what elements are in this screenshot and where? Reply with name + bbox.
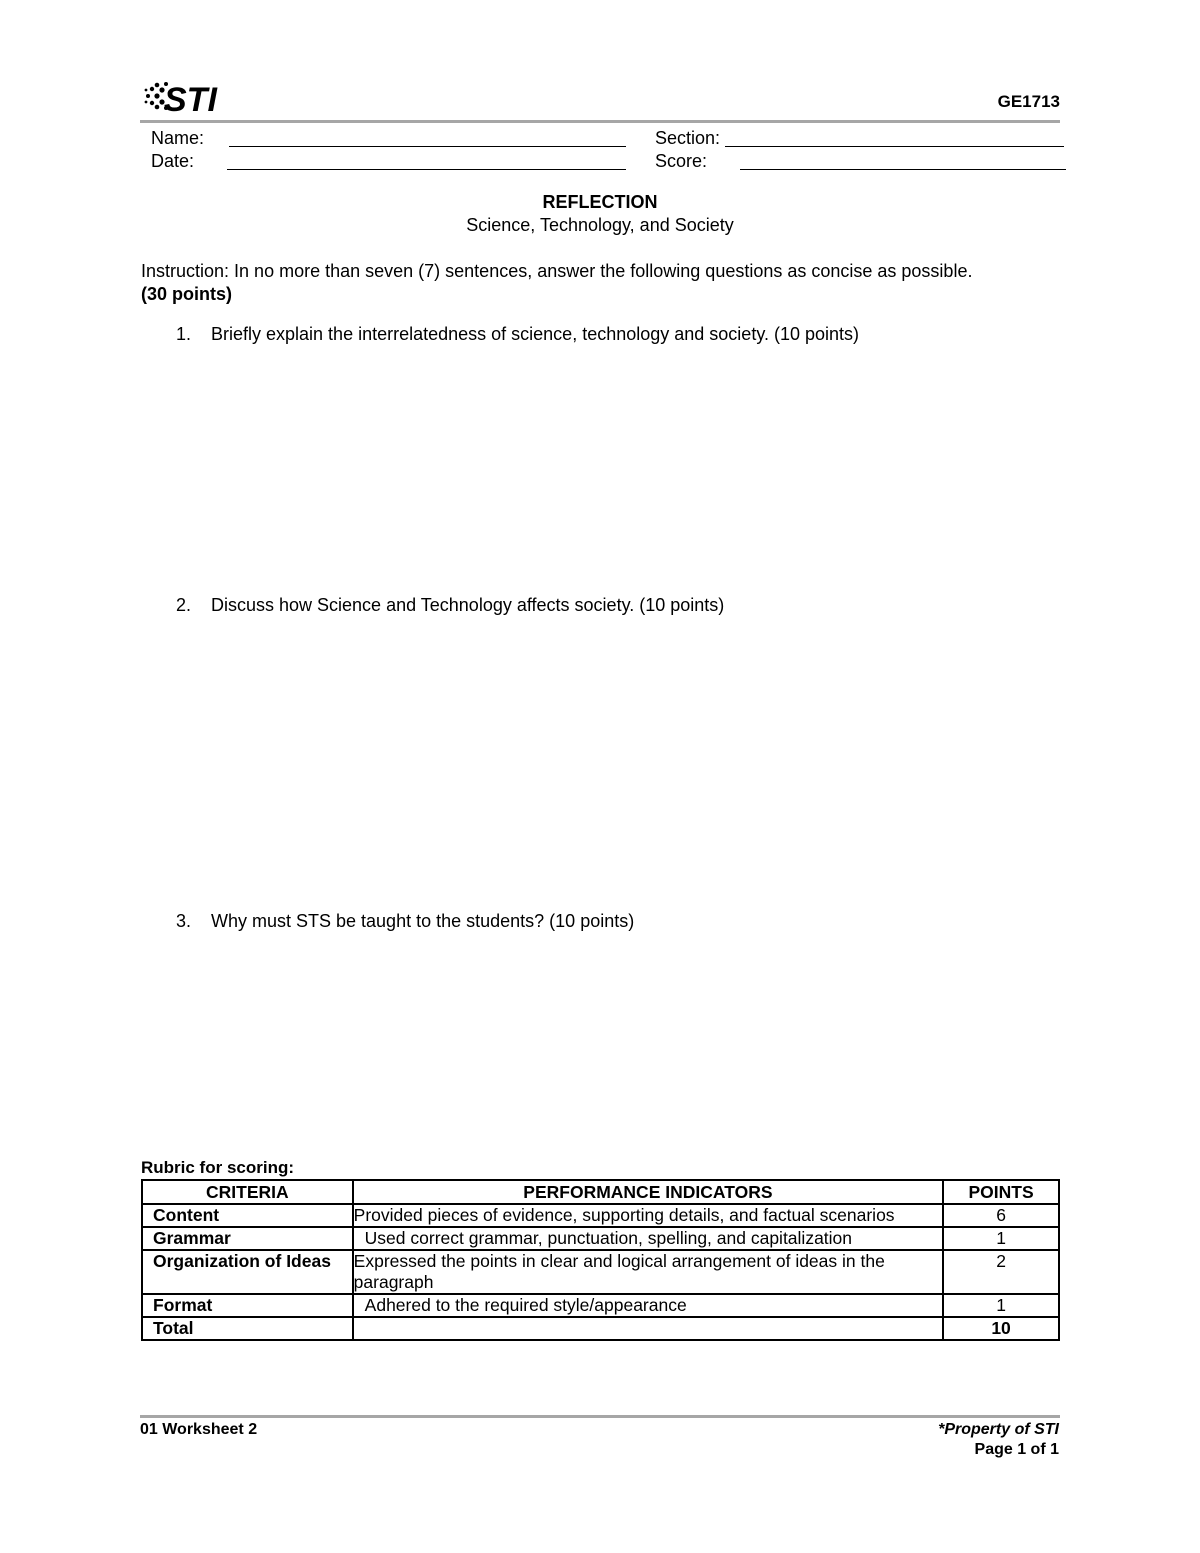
score-field[interactable] <box>740 169 1066 170</box>
page-number: Page 1 of 1 <box>974 1441 1059 1458</box>
criteria-cell: Content <box>142 1204 353 1227</box>
indicator-cell: Used correct grammar, punctuation, spelling, and capitalization <box>353 1227 943 1250</box>
answer-area-2[interactable] <box>176 623 1060 893</box>
indicator-cell: Provided pieces of evidence, supporting details, and factual scenarios <box>353 1204 943 1227</box>
criteria-cell: Grammar <box>142 1227 353 1250</box>
instruction-text: Instruction: In no more than seven (7) sentences, answer the following questions as concise as possible. <box>141 261 973 281</box>
name-field[interactable] <box>229 146 626 147</box>
property-label: *Property of STI <box>938 1421 1059 1438</box>
table-row <box>142 1204 1059 1227</box>
points-cell: 6 <box>943 1204 1059 1227</box>
score-label: Score: <box>655 151 708 171</box>
indicators-header: PERFORMANCE INDICATORS <box>353 1180 943 1204</box>
question-text: Discuss how Science and Technology affects society. (10 points) <box>211 595 725 615</box>
points-cell: 2 <box>943 1250 1059 1294</box>
question-1 <box>176 324 859 345</box>
section-label: Section: <box>655 128 721 148</box>
question-3 <box>176 911 634 932</box>
instruction-points: (30 points) <box>141 284 233 304</box>
question-number: 3. <box>176 911 192 931</box>
date-field[interactable] <box>227 169 626 170</box>
sti-logo <box>140 76 220 116</box>
instruction <box>141 260 1071 306</box>
page-subtitle: Science, Technology, and Society <box>466 215 734 235</box>
total-label: Total <box>142 1317 353 1340</box>
total-indicator-cell <box>353 1317 943 1340</box>
rubric-header-row <box>142 1180 1059 1204</box>
page-title: REFLECTION <box>542 192 658 212</box>
indicator-cell: Expressed the points in clear and logical arrangement of ideas in the paragraph <box>353 1250 943 1294</box>
criteria-cell: Format <box>142 1294 353 1317</box>
points-header: POINTS <box>943 1180 1059 1204</box>
question-number: 1. <box>176 324 192 344</box>
table-row <box>142 1250 1059 1294</box>
question-2 <box>176 595 724 616</box>
question-text: Briefly explain the interrelatedness of science, technology and society. (10 points) <box>211 324 860 344</box>
worksheet-label: 01 Worksheet 2 <box>140 1421 258 1438</box>
footer-divider <box>140 1415 1060 1418</box>
points-cell: 1 <box>943 1294 1059 1317</box>
answer-area-3[interactable] <box>176 939 1060 1139</box>
svg-text:STI: STI <box>164 81 217 116</box>
criteria-cell: Organization of Ideas <box>142 1250 353 1294</box>
section-field[interactable] <box>725 146 1064 147</box>
course-code: GE1713 <box>997 92 1060 111</box>
criteria-header: CRITERIA <box>142 1180 353 1204</box>
name-label: Name: <box>151 128 205 148</box>
indicator-cell: Adhered to the required style/appearance <box>353 1294 943 1317</box>
total-row <box>142 1317 1059 1340</box>
rubric-title: Rubric for scoring: <box>141 1158 295 1177</box>
date-label: Date: <box>151 151 195 171</box>
answer-area-1[interactable] <box>176 352 1060 582</box>
table-row <box>142 1294 1059 1317</box>
total-points: 10 <box>943 1317 1059 1340</box>
points-cell: 1 <box>943 1227 1059 1250</box>
question-text: Why must STS be taught to the students? (10 points) <box>211 911 635 931</box>
header-divider <box>140 120 1060 123</box>
rubric-table <box>141 1179 1060 1341</box>
question-number: 2. <box>176 595 192 615</box>
table-row <box>142 1227 1059 1250</box>
